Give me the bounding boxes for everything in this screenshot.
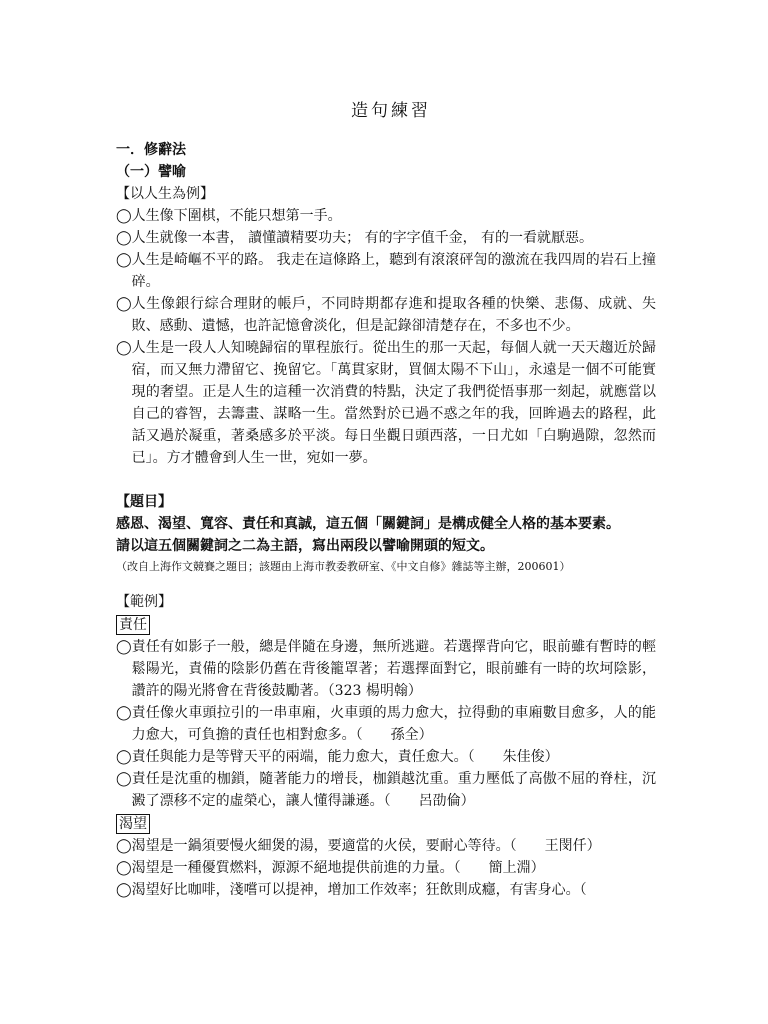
bullet-icon: ◯ — [116, 749, 132, 765]
topic-citation: （改自上海作文競賽之題目；該題由上海市教委教研室、《中文自修》雜誌等主辦，200601） — [116, 560, 571, 573]
subsection-heading: （一）譬喻 — [116, 164, 186, 180]
list-item-text: 人生是崎嶇不平的路。 我走在這條路上，聽到有滾滾砰訇的激流在我四周的岩石上撞碎。 — [131, 252, 656, 290]
bullet-icon: ◯ — [116, 705, 132, 721]
list-item — [116, 337, 656, 469]
life-items-list — [116, 205, 656, 469]
section-heading: 一．修辭法 — [116, 142, 186, 158]
list-item-text: 人生是一段人人知曉歸宿的單程旅行。從出生的那一天起，每個人就一天天趨近於歸宿，而又無力滯留它、挽留它。「萬貫家財，買個太陽不下山」，永遠是一個不可能實現的奢望。正是人生的這種一次消費的特點，決定了我們從悟事那一刻起，就應當以自己的睿智，去籌畫、謀略一生。當然對於已過不惑之年的我，回眸過去的路程，此話又過於凝重，著桑感多於平淡。每日坐觀日頭西落，一日尤如「白駒過隙，忽然而已」。方才體會到人生一世，宛如一夢。 — [131, 340, 656, 466]
list-item-text: 人生像下圍棋，不能只想第一手。 — [131, 208, 342, 224]
life-label: 【以人生為例】 — [116, 186, 214, 202]
list-item — [116, 879, 656, 901]
list-item-text: 責任像火車頭拉引的一串車廂，火車頭的馬力愈大，拉得動的車廂數目愈多，人的能力愈大，可負擔的責任也相對愈多。（ 孫全） — [131, 705, 656, 743]
list-item-text: 人生像銀行綜合理財的帳戶，不同時期都存進和提取各種的快樂、悲傷、成就、失敗、感動、遺憾，也許記憶會淡化，但是記錄卻清楚存在，不多也不少。 — [131, 296, 656, 334]
list-item — [116, 249, 656, 293]
list-item-text: 責任是沈重的枷鎖，隨著能力的增長，枷鎖越沈重。重力壓低了高傲不屈的脊柱，沉澱了漂移不定的虛榮心，讓人懂得謙遜。（ 呂劭倫） — [131, 771, 656, 809]
list-item — [116, 768, 656, 812]
document-page — [116, 96, 656, 901]
longing-list — [116, 835, 656, 901]
topic-label: 【題目】 — [116, 494, 172, 510]
bullet-icon: ◯ — [116, 860, 132, 876]
bullet-icon: ◯ — [116, 882, 132, 898]
list-item-text: 人生就像一本書， 讀懂讀精要功夫； 有的字字值千金， 有的一看就厭惡。 — [131, 230, 594, 246]
list-item — [116, 205, 656, 227]
list-item-text: 責任與能力是等臂天平的兩端，能力愈大，責任愈大。（ 朱佳俊） — [131, 749, 559, 765]
topic-line-1: 感恩、渴望、寬容、責任和真誠，這五個「關鍵詞」是構成健全人格的基本要素。 — [116, 516, 620, 532]
list-item — [116, 857, 656, 879]
list-item — [116, 636, 656, 702]
list-item — [116, 702, 656, 746]
bullet-icon: ◯ — [116, 639, 132, 655]
responsibility-tag: 責任 — [116, 615, 150, 635]
bullet-icon: ◯ — [116, 340, 132, 356]
list-item-text: 渴望是一鍋須要慢火細煲的湯，要適當的火侯，要耐心等待。（ 王閔仟） — [131, 838, 601, 854]
bullet-icon: ◯ — [116, 838, 132, 854]
bullet-icon: ◯ — [116, 208, 132, 224]
longing-tag: 渴望 — [116, 814, 150, 834]
list-item — [116, 227, 656, 249]
bullet-icon: ◯ — [116, 252, 132, 268]
list-item — [116, 293, 656, 337]
example-label: 【範例】 — [116, 594, 172, 610]
list-item-text: 責任有如影子一般，總是伴隨在身邊，無所逃避。若選擇背向它，眼前雖有暫時的輕鬆陽光，責備的陰影仍舊在背後籠罩著；若選擇面對它，眼前雖有一時的坎坷陰影，讚許的陽光將會在背後鼓勵著。（323 楊明翰） — [131, 639, 656, 699]
list-item-text: 渴望好比咖啡，淺嚐可以提神，增加工作效率；狂飲則成癮，有害身心。（ — [131, 882, 587, 898]
list-item — [116, 746, 656, 768]
list-item-text: 渴望是一種優質燃料，源源不絕地提供前進的力量。（ 簡上淵） — [131, 860, 545, 876]
bullet-icon: ◯ — [116, 230, 132, 246]
responsibility-list — [116, 636, 656, 812]
bullet-icon: ◯ — [116, 296, 132, 312]
page-title: 造句練習 — [351, 101, 431, 121]
topic-line-2: 請以這五個關鍵詞之二為主語，寫出兩段以譬喻開頭的短文。 — [116, 538, 494, 554]
list-item — [116, 835, 656, 857]
bullet-icon: ◯ — [116, 771, 132, 787]
